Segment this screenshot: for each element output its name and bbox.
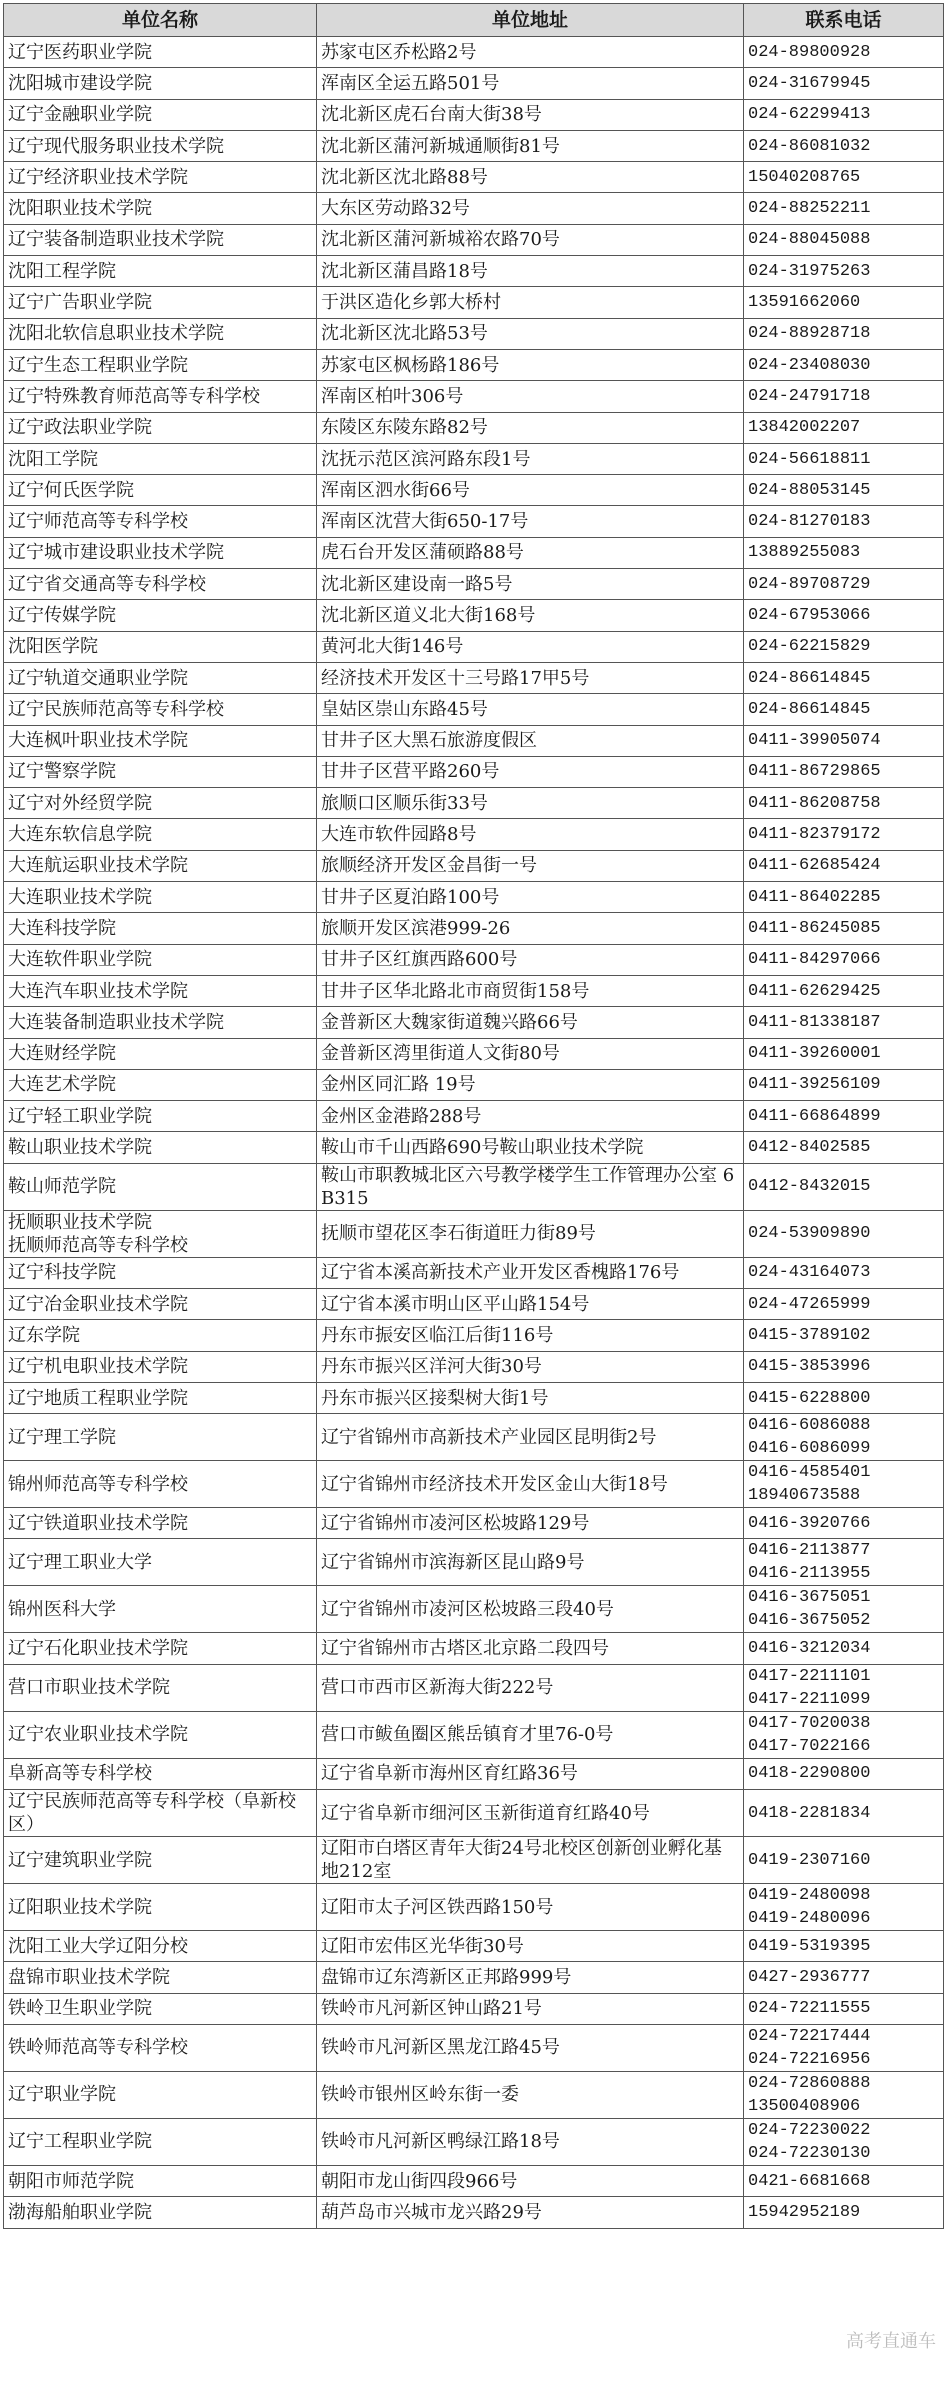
cell-address: 辽宁省锦州市滨海新区昆山路9号 bbox=[317, 1539, 744, 1586]
table-row bbox=[4, 788, 944, 819]
cell-address: 抚顺市望花区李石街道旺力街89号 bbox=[317, 1210, 744, 1257]
cell-address: 辽宁省锦州市凌河区松坡路三段40号 bbox=[317, 1586, 744, 1633]
cell-phone: 024-31975263 bbox=[744, 256, 944, 287]
table-row bbox=[4, 1962, 944, 1993]
cell-phone: 024-89708729 bbox=[744, 569, 944, 600]
cell-name: 大连艺术学院 bbox=[4, 1069, 317, 1100]
cell-name: 辽宁装备制造职业技术学院 bbox=[4, 224, 317, 255]
cell-name: 辽宁科技学院 bbox=[4, 1257, 317, 1288]
table-row bbox=[4, 1586, 944, 1633]
table-row bbox=[4, 193, 944, 224]
table-row bbox=[4, 1038, 944, 1069]
cell-phone: 024-72230022 024-72230130 bbox=[744, 2118, 944, 2165]
cell-phone: 024-24791718 bbox=[744, 381, 944, 412]
table-row bbox=[4, 130, 944, 161]
cell-address: 沈北新区建设南一路5号 bbox=[317, 569, 744, 600]
cell-phone: 0427-2936777 bbox=[744, 1962, 944, 1993]
table-row bbox=[4, 412, 944, 443]
cell-address: 营口市西市区新海大街222号 bbox=[317, 1664, 744, 1711]
cell-phone: 0411-84297066 bbox=[744, 944, 944, 975]
cell-name: 鞍山师范学院 bbox=[4, 1163, 317, 1210]
cell-address: 大东区劳动路32号 bbox=[317, 193, 744, 224]
cell-name: 沈阳医学院 bbox=[4, 631, 317, 662]
cell-name: 盘锦市职业技术学院 bbox=[4, 1962, 317, 1993]
table-row bbox=[4, 318, 944, 349]
table-row bbox=[4, 819, 944, 850]
table-row bbox=[4, 850, 944, 881]
cell-address: 铁岭市银州区岭东街一委 bbox=[317, 2071, 744, 2118]
cell-address: 辽宁省锦州市凌河区松坡路129号 bbox=[317, 1508, 744, 1539]
table-row bbox=[4, 1539, 944, 1586]
cell-phone: 024-72217444 024-72216956 bbox=[744, 2024, 944, 2071]
table-row bbox=[4, 600, 944, 631]
cell-name: 辽宁医药职业学院 bbox=[4, 37, 317, 68]
cell-phone: 024-43164073 bbox=[744, 1257, 944, 1288]
cell-phone: 15942952189 bbox=[744, 2197, 944, 2228]
table-row bbox=[4, 2071, 944, 2118]
cell-address: 皇姑区崇山东路45号 bbox=[317, 694, 744, 725]
cell-address: 丹东市振兴区洋河大街30号 bbox=[317, 1351, 744, 1382]
cell-phone: 13591662060 bbox=[744, 287, 944, 318]
cell-phone: 0411-82379172 bbox=[744, 819, 944, 850]
cell-address: 沈北新区蒲河新城裕农路70号 bbox=[317, 224, 744, 255]
cell-address: 大连市软件园路8号 bbox=[317, 819, 744, 850]
table-row bbox=[4, 99, 944, 130]
cell-address: 朝阳市龙山街四段966号 bbox=[317, 2165, 744, 2196]
cell-name: 辽宁政法职业学院 bbox=[4, 412, 317, 443]
table-row bbox=[4, 381, 944, 412]
cell-name: 辽宁民族师范高等专科学校 bbox=[4, 694, 317, 725]
cell-phone: 0411-39905074 bbox=[744, 725, 944, 756]
cell-name: 大连装备制造职业技术学院 bbox=[4, 1007, 317, 1038]
cell-address: 丹东市振兴区接梨树大街1号 bbox=[317, 1382, 744, 1413]
cell-name: 大连职业技术学院 bbox=[4, 882, 317, 913]
header-name: 单位名称 bbox=[4, 4, 317, 37]
table-row bbox=[4, 443, 944, 474]
table-row bbox=[4, 756, 944, 787]
table-row bbox=[4, 1993, 944, 2024]
table-row bbox=[4, 1101, 944, 1132]
table-row bbox=[4, 631, 944, 662]
cell-phone: 024-53909890 bbox=[744, 1210, 944, 1257]
table-row bbox=[4, 694, 944, 725]
table-row bbox=[4, 1633, 944, 1664]
cell-phone: 0412-8432015 bbox=[744, 1163, 944, 1210]
cell-address: 营口市鲅鱼圈区熊岳镇育才里76-0号 bbox=[317, 1711, 744, 1758]
cell-address: 辽宁省阜新市海州区育红路36号 bbox=[317, 1758, 744, 1789]
cell-name: 辽宁农业职业技术学院 bbox=[4, 1711, 317, 1758]
cell-name: 大连财经学院 bbox=[4, 1038, 317, 1069]
table-row bbox=[4, 2197, 944, 2228]
cell-address: 虎石台开发区蒲硕路88号 bbox=[317, 537, 744, 568]
table-row bbox=[4, 1837, 944, 1884]
cell-name: 鞍山职业技术学院 bbox=[4, 1132, 317, 1163]
cell-address: 黄河北大街146号 bbox=[317, 631, 744, 662]
table-row bbox=[4, 725, 944, 756]
cell-phone: 0416-4585401 18940673588 bbox=[744, 1461, 944, 1508]
cell-phone: 0416-6086088 0416-6086099 bbox=[744, 1414, 944, 1461]
cell-phone: 0419-5319395 bbox=[744, 1931, 944, 1962]
cell-phone: 024-88252211 bbox=[744, 193, 944, 224]
cell-address: 金普新区大魏家街道魏兴路66号 bbox=[317, 1007, 744, 1038]
cell-name: 沈阳工业大学辽阳分校 bbox=[4, 1931, 317, 1962]
cell-phone: 024-31679945 bbox=[744, 68, 944, 99]
cell-name: 辽宁传媒学院 bbox=[4, 600, 317, 631]
table-row bbox=[4, 1758, 944, 1789]
cell-address: 甘井子区华北路北市商贸街158号 bbox=[317, 975, 744, 1006]
cell-name: 辽宁现代服务职业技术学院 bbox=[4, 130, 317, 161]
table-row bbox=[4, 537, 944, 568]
cell-address: 沈北新区沈北路88号 bbox=[317, 162, 744, 193]
cell-phone: 13842002207 bbox=[744, 412, 944, 443]
table-row bbox=[4, 1931, 944, 1962]
cell-phone: 0418-2290800 bbox=[744, 1758, 944, 1789]
cell-phone: 0411-39256109 bbox=[744, 1069, 944, 1100]
cell-name: 辽宁轻工职业学院 bbox=[4, 1101, 317, 1132]
cell-phone: 0418-2281834 bbox=[744, 1790, 944, 1837]
cell-name: 大连软件职业学院 bbox=[4, 944, 317, 975]
cell-address: 辽宁省锦州市高新技术产业园区昆明街2号 bbox=[317, 1414, 744, 1461]
cell-phone: 0415-3789102 bbox=[744, 1320, 944, 1351]
cell-address: 辽阳市宏伟区光华街30号 bbox=[317, 1931, 744, 1962]
cell-name: 阜新高等专科学校 bbox=[4, 1758, 317, 1789]
table-row bbox=[4, 1257, 944, 1288]
cell-phone: 13889255083 bbox=[744, 537, 944, 568]
cell-name: 辽宁师范高等专科学校 bbox=[4, 506, 317, 537]
cell-address: 甘井子区夏泊路100号 bbox=[317, 882, 744, 913]
table-row bbox=[4, 1414, 944, 1461]
cell-address: 辽宁省锦州市经济技术开发区金山大街18号 bbox=[317, 1461, 744, 1508]
cell-name: 辽宁民族师范高等专科学校（阜新校区） bbox=[4, 1790, 317, 1837]
cell-phone: 0421-6681668 bbox=[744, 2165, 944, 2196]
table-row bbox=[4, 2165, 944, 2196]
cell-phone: 0416-3675051 0416-3675052 bbox=[744, 1586, 944, 1633]
cell-name: 沈阳北软信息职业技术学院 bbox=[4, 318, 317, 349]
cell-name: 大连东软信息学院 bbox=[4, 819, 317, 850]
cell-address: 辽宁省本溪高新技术产业开发区香槐路176号 bbox=[317, 1257, 744, 1288]
cell-phone: 024-23408030 bbox=[744, 349, 944, 380]
table-body bbox=[4, 37, 944, 2229]
cell-name: 辽宁金融职业学院 bbox=[4, 99, 317, 130]
watermark: 高考直通车 bbox=[846, 2331, 936, 2352]
cell-address: 沈北新区蒲河新城通顺街81号 bbox=[317, 130, 744, 161]
table-row bbox=[4, 256, 944, 287]
table-row bbox=[4, 1320, 944, 1351]
cell-name: 辽宁建筑职业学院 bbox=[4, 1837, 317, 1884]
cell-phone: 0411-86208758 bbox=[744, 788, 944, 819]
cell-name: 辽宁特殊教育师范高等专科学校 bbox=[4, 381, 317, 412]
cell-name: 辽宁轨道交通职业学院 bbox=[4, 662, 317, 693]
cell-address: 铁岭市凡河新区鸭绿江路18号 bbox=[317, 2118, 744, 2165]
cell-phone: 0419-2480098 0419-2480096 bbox=[744, 1884, 944, 1931]
cell-address: 鞍山市千山西路690号鞍山职业技术学院 bbox=[317, 1132, 744, 1163]
table-row bbox=[4, 569, 944, 600]
cell-address: 沈北新区蒲昌路18号 bbox=[317, 256, 744, 287]
cell-name: 辽宁理工职业大学 bbox=[4, 1539, 317, 1586]
table-row bbox=[4, 1163, 944, 1210]
cell-name: 辽宁何氏医学院 bbox=[4, 475, 317, 506]
cell-phone: 024-88928718 bbox=[744, 318, 944, 349]
cell-address: 经济技术开发区十三号路17甲5号 bbox=[317, 662, 744, 693]
cell-phone: 0415-3853996 bbox=[744, 1351, 944, 1382]
cell-address: 甘井子区营平路260号 bbox=[317, 756, 744, 787]
table-row bbox=[4, 1132, 944, 1163]
cell-phone: 024-88053145 bbox=[744, 475, 944, 506]
cell-address: 甘井子区红旗西路600号 bbox=[317, 944, 744, 975]
cell-name: 辽宁对外经贸学院 bbox=[4, 788, 317, 819]
cell-phone: 0417-7020038 0417-7022166 bbox=[744, 1711, 944, 1758]
contact-table bbox=[3, 3, 944, 2229]
header-phone: 联系电话 bbox=[744, 4, 944, 37]
table-row bbox=[4, 224, 944, 255]
table-row bbox=[4, 975, 944, 1006]
table-row bbox=[4, 944, 944, 975]
table-row bbox=[4, 37, 944, 68]
cell-name: 辽宁广告职业学院 bbox=[4, 287, 317, 318]
cell-address: 沈北新区沈北路53号 bbox=[317, 318, 744, 349]
cell-name: 朝阳市师范学院 bbox=[4, 2165, 317, 2196]
cell-name: 大连汽车职业技术学院 bbox=[4, 975, 317, 1006]
cell-phone: 024-67953066 bbox=[744, 600, 944, 631]
table-row bbox=[4, 475, 944, 506]
cell-name: 沈阳城市建设学院 bbox=[4, 68, 317, 99]
cell-address: 甘井子区大黑石旅游度假区 bbox=[317, 725, 744, 756]
cell-phone: 024-47265999 bbox=[744, 1288, 944, 1319]
cell-phone: 15040208765 bbox=[744, 162, 944, 193]
cell-phone: 024-86081032 bbox=[744, 130, 944, 161]
cell-name: 沈阳工程学院 bbox=[4, 256, 317, 287]
cell-name: 锦州医科大学 bbox=[4, 1586, 317, 1633]
cell-phone: 024-56618811 bbox=[744, 443, 944, 474]
cell-phone: 0411-81338187 bbox=[744, 1007, 944, 1038]
cell-phone: 024-88045088 bbox=[744, 224, 944, 255]
cell-address: 辽阳市白塔区青年大街24号北校区创新创业孵化基地212室 bbox=[317, 1837, 744, 1884]
cell-phone: 024-62299413 bbox=[744, 99, 944, 130]
table-row bbox=[4, 662, 944, 693]
cell-address: 旅顺开发区滨港999-26 bbox=[317, 913, 744, 944]
cell-address: 金州区金港路288号 bbox=[317, 1101, 744, 1132]
cell-phone: 024-86614845 bbox=[744, 662, 944, 693]
cell-phone: 0416-3212034 bbox=[744, 1633, 944, 1664]
cell-name: 辽宁机电职业技术学院 bbox=[4, 1351, 317, 1382]
cell-address: 东陵区东陵东路82号 bbox=[317, 412, 744, 443]
cell-address: 苏家屯区枫杨路186号 bbox=[317, 349, 744, 380]
cell-address: 鞍山市职教城北区六号教学楼学生工作管理办公室 6B315 bbox=[317, 1163, 744, 1210]
cell-name: 沈阳职业技术学院 bbox=[4, 193, 317, 224]
cell-phone: 0411-62685424 bbox=[744, 850, 944, 881]
cell-phone: 0411-62629425 bbox=[744, 975, 944, 1006]
cell-phone: 0415-6228800 bbox=[744, 1382, 944, 1413]
table-row bbox=[4, 1351, 944, 1382]
table-row bbox=[4, 349, 944, 380]
table-header-row bbox=[4, 4, 944, 37]
table-row bbox=[4, 68, 944, 99]
cell-name: 铁岭卫生职业学院 bbox=[4, 1993, 317, 2024]
cell-address: 浑南区沈营大街650-17号 bbox=[317, 506, 744, 537]
cell-name: 辽宁工程职业学院 bbox=[4, 2118, 317, 2165]
cell-address: 辽宁省阜新市细河区玉新街道育红路40号 bbox=[317, 1790, 744, 1837]
cell-name: 辽宁警察学院 bbox=[4, 756, 317, 787]
cell-address: 金普新区湾里街道人文街80号 bbox=[317, 1038, 744, 1069]
cell-address: 浑南区柏叶306号 bbox=[317, 381, 744, 412]
cell-address: 辽阳市太子河区铁西路150号 bbox=[317, 1884, 744, 1931]
table-row bbox=[4, 1508, 944, 1539]
table-row bbox=[4, 1007, 944, 1038]
table-row bbox=[4, 1069, 944, 1100]
cell-name: 铁岭师范高等专科学校 bbox=[4, 2024, 317, 2071]
cell-phone: 0416-2113877 0416-2113955 bbox=[744, 1539, 944, 1586]
cell-name: 辽宁省交通高等专科学校 bbox=[4, 569, 317, 600]
cell-address: 沈北新区虎石台南大街38号 bbox=[317, 99, 744, 130]
cell-name: 辽阳职业技术学院 bbox=[4, 1884, 317, 1931]
table-row bbox=[4, 882, 944, 913]
table-row bbox=[4, 1288, 944, 1319]
cell-phone: 024-86614845 bbox=[744, 694, 944, 725]
table-row bbox=[4, 1461, 944, 1508]
cell-address: 旅顺经济开发区金昌街一号 bbox=[317, 850, 744, 881]
cell-address: 辽宁省锦州市古塔区北京路二段四号 bbox=[317, 1633, 744, 1664]
cell-name: 锦州师范高等专科学校 bbox=[4, 1461, 317, 1508]
table-row bbox=[4, 1382, 944, 1413]
cell-address: 沈抚示范区滨河路东段1号 bbox=[317, 443, 744, 474]
cell-address: 盘锦市辽东湾新区正邦路999号 bbox=[317, 1962, 744, 1993]
cell-name: 辽宁经济职业技术学院 bbox=[4, 162, 317, 193]
cell-phone: 024-89800928 bbox=[744, 37, 944, 68]
cell-name: 辽宁铁道职业技术学院 bbox=[4, 1508, 317, 1539]
cell-phone: 0411-66864899 bbox=[744, 1101, 944, 1132]
table-row bbox=[4, 287, 944, 318]
cell-phone: 0411-86245085 bbox=[744, 913, 944, 944]
table-row bbox=[4, 1790, 944, 1837]
cell-address: 葫芦岛市兴城市龙兴路29号 bbox=[317, 2197, 744, 2228]
cell-name: 辽宁冶金职业技术学院 bbox=[4, 1288, 317, 1319]
table-row bbox=[4, 2118, 944, 2165]
cell-phone: 0411-86402285 bbox=[744, 882, 944, 913]
cell-name: 大连科技学院 bbox=[4, 913, 317, 944]
cell-name: 沈阳工学院 bbox=[4, 443, 317, 474]
table-row bbox=[4, 913, 944, 944]
cell-phone: 0411-39260001 bbox=[744, 1038, 944, 1069]
cell-name: 辽宁理工学院 bbox=[4, 1414, 317, 1461]
table-row bbox=[4, 2024, 944, 2071]
cell-address: 金州区同汇路 19号 bbox=[317, 1069, 744, 1100]
cell-phone: 0416-3920766 bbox=[744, 1508, 944, 1539]
cell-address: 苏家屯区乔松路2号 bbox=[317, 37, 744, 68]
cell-name: 渤海船舶职业学院 bbox=[4, 2197, 317, 2228]
table-row bbox=[4, 1664, 944, 1711]
cell-name: 辽宁职业学院 bbox=[4, 2071, 317, 2118]
cell-address: 铁岭市凡河新区钟山路21号 bbox=[317, 1993, 744, 2024]
cell-address: 丹东市振安区临江后街116号 bbox=[317, 1320, 744, 1351]
cell-address: 铁岭市凡河新区黑龙江路45号 bbox=[317, 2024, 744, 2071]
table-row bbox=[4, 1884, 944, 1931]
cell-name: 辽宁地质工程职业学院 bbox=[4, 1382, 317, 1413]
cell-phone: 024-81270183 bbox=[744, 506, 944, 537]
cell-address: 于洪区造化乡郭大桥村 bbox=[317, 287, 744, 318]
cell-name: 抚顺职业技术学院 抚顺师范高等专科学校 bbox=[4, 1210, 317, 1257]
header-address: 单位地址 bbox=[317, 4, 744, 37]
cell-address: 旅顺口区顺乐街33号 bbox=[317, 788, 744, 819]
table-row bbox=[4, 1711, 944, 1758]
cell-phone: 024-72860888 13500408906 bbox=[744, 2071, 944, 2118]
cell-address: 浑南区全运五路501号 bbox=[317, 68, 744, 99]
cell-address: 辽宁省本溪市明山区平山路154号 bbox=[317, 1288, 744, 1319]
cell-address: 沈北新区道义北大街168号 bbox=[317, 600, 744, 631]
cell-name: 大连枫叶职业技术学院 bbox=[4, 725, 317, 756]
table-row bbox=[4, 162, 944, 193]
cell-name: 辽宁生态工程职业学院 bbox=[4, 349, 317, 380]
table-row bbox=[4, 1210, 944, 1257]
table-row bbox=[4, 506, 944, 537]
cell-name: 辽宁石化职业技术学院 bbox=[4, 1633, 317, 1664]
cell-name: 营口市职业技术学院 bbox=[4, 1664, 317, 1711]
cell-phone: 024-62215829 bbox=[744, 631, 944, 662]
cell-name: 辽宁城市建设职业技术学院 bbox=[4, 537, 317, 568]
cell-name: 大连航运职业技术学院 bbox=[4, 850, 317, 881]
cell-phone: 0419-2307160 bbox=[744, 1837, 944, 1884]
cell-phone: 0417-2211101 0417-2211099 bbox=[744, 1664, 944, 1711]
cell-name: 辽东学院 bbox=[4, 1320, 317, 1351]
cell-phone: 0411-86729865 bbox=[744, 756, 944, 787]
cell-address: 浑南区泗水街66号 bbox=[317, 475, 744, 506]
cell-phone: 0412-8402585 bbox=[744, 1132, 944, 1163]
cell-phone: 024-72211555 bbox=[744, 1993, 944, 2024]
